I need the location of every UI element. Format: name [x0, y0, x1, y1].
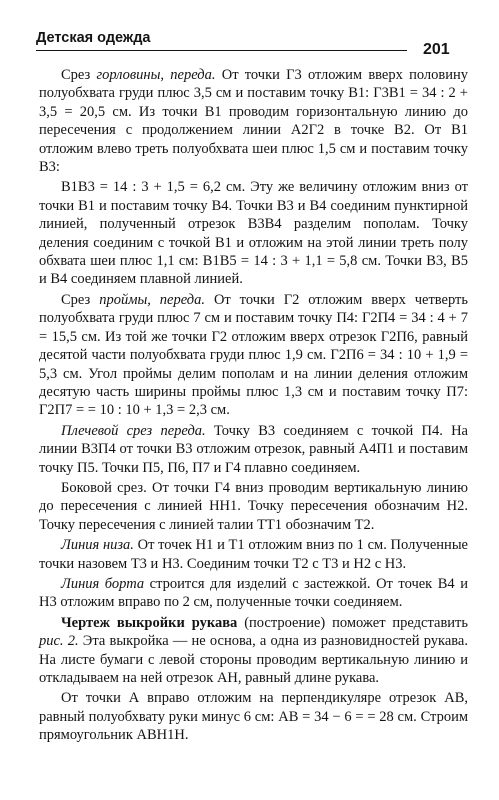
bold-term: Чертеж выкройки рукава — [61, 614, 238, 631]
paragraph-sleeve-rectangle: От точки А вправо отложим на перпендикуляре отрезок АВ, равный полуобхвату руки минус 6 см: АВ = 34 − 6 = = 28 см. Строим прямоугольник АВН1Н. — [39, 690, 468, 744]
paragraph-armhole-front — [39, 291, 468, 420]
paragraph-text: Точку В3 соединяем с точкой П4. На линии В3П4 от точки В3 отложим отрезок, равный А4П1 и поставим точку П5. Точки П5, П6, П7 и Г4 плавно соединяем. — [39, 422, 468, 476]
running-head: Детская одежда — [36, 30, 151, 46]
paragraph-text: От точки Г2 отложим вверх четверть полуобхвата груди плюс 7 см и поставим точку П4: Г2П4 = 34 : 4 + 7 = 15,5 см. Из той же точки Г2 отложим вверх отрезок Г2П6, равный десятой части полуобхвата груди плюс 1,9 см. Г2П6 = 34 : 10 + 1,9 = 5,3 см. Угол проймы делим пополам и на линии деления отложим десятую часть ширины проймы плюс 1,3 см и поставим точку П7: Г2П7 = = 10 : 10 + 1,3 = 2,3 см. — [39, 291, 469, 419]
paragraph-lead: Срез — [61, 67, 97, 83]
paragraph-text: От точки Г3 отложим вверх половину полуобхвата груди плюс 3,5 см и поставим точку В1: Г3В1 = 34 : 2 + 3,5 = 20,5 см. Из точки В1 проводим горизонтальную линию до пересечения с продолжением линии А2Г2 в точке В2. От В1 отложим влево треть полуобхвата шеи плюс 1,5 см и поставим точку В3: — [39, 67, 469, 176]
body-text — [39, 66, 468, 747]
italic-term: Линия борта — [61, 575, 145, 592]
figure-reference: рис. 2. — [39, 633, 79, 650]
page-number: 201 — [423, 41, 450, 58]
paragraph-shoulder-seam — [39, 422, 468, 477]
italic-term: горловины, переда. — [96, 67, 216, 83]
paragraph-text: Эта выкройка — не основа, а одна из разновидностей рукава. На листе бумаги с левой стороны проводим вертикальную линию и откладываем на ней отрезок АН, равный длине рукава. — [39, 633, 468, 686]
paragraph-hem-line — [39, 536, 468, 573]
paragraph-text: От точек Н1 и Т1 отложим вниз по 1 см. Полученные точки назовем Т3 и Н3. Соединим точки Т2 с Т3 и Н2 с Н3. — [39, 537, 468, 572]
paragraph-placket-line — [39, 575, 468, 612]
paragraph-neckline-front — [39, 66, 468, 176]
header-rule — [36, 50, 407, 51]
italic-term: Плечевой срез переда. — [61, 422, 206, 439]
paragraph-text: (построение) поможет представить — [237, 614, 468, 631]
paragraph-text: строится для изделий с застежкой. От точек В4 и Н3 отложим вправо по 2 см, полученные точки соединяем. — [39, 575, 468, 611]
paragraph-lead: Срез — [61, 291, 100, 308]
italic-term: Линия низа. — [61, 537, 134, 554]
paragraph-side-seam: Боковой срез. От точки Г4 вниз проводим вертикальную линию до пересечения с линией НН1. Точку пересечения обозначим Н2. Точку пересечения с линией талии ТТ1 обозначим Т2. — [39, 479, 468, 533]
italic-term: проймы, переда. — [99, 291, 206, 308]
paragraph-sleeve-pattern — [39, 614, 468, 688]
paragraph-neckline-calc: В1В3 = 14 : 3 + 1,5 = 6,2 см. Эту же величину отложим вниз от точки В1 и поставим точку В4. Точки В3 и В4 соединим пунктирной линией, полученный отрезок В3В4 разделим пополам. Точку деления соединим с точкой В1 и отложим на этой линии треть полу обхвата шеи плюс 1,1 см: В1В5 = 14 : 3 + 1,1 = 5,8 см. Точки В3, В5 и В4 соединяем плавной линией. — [39, 179, 468, 288]
